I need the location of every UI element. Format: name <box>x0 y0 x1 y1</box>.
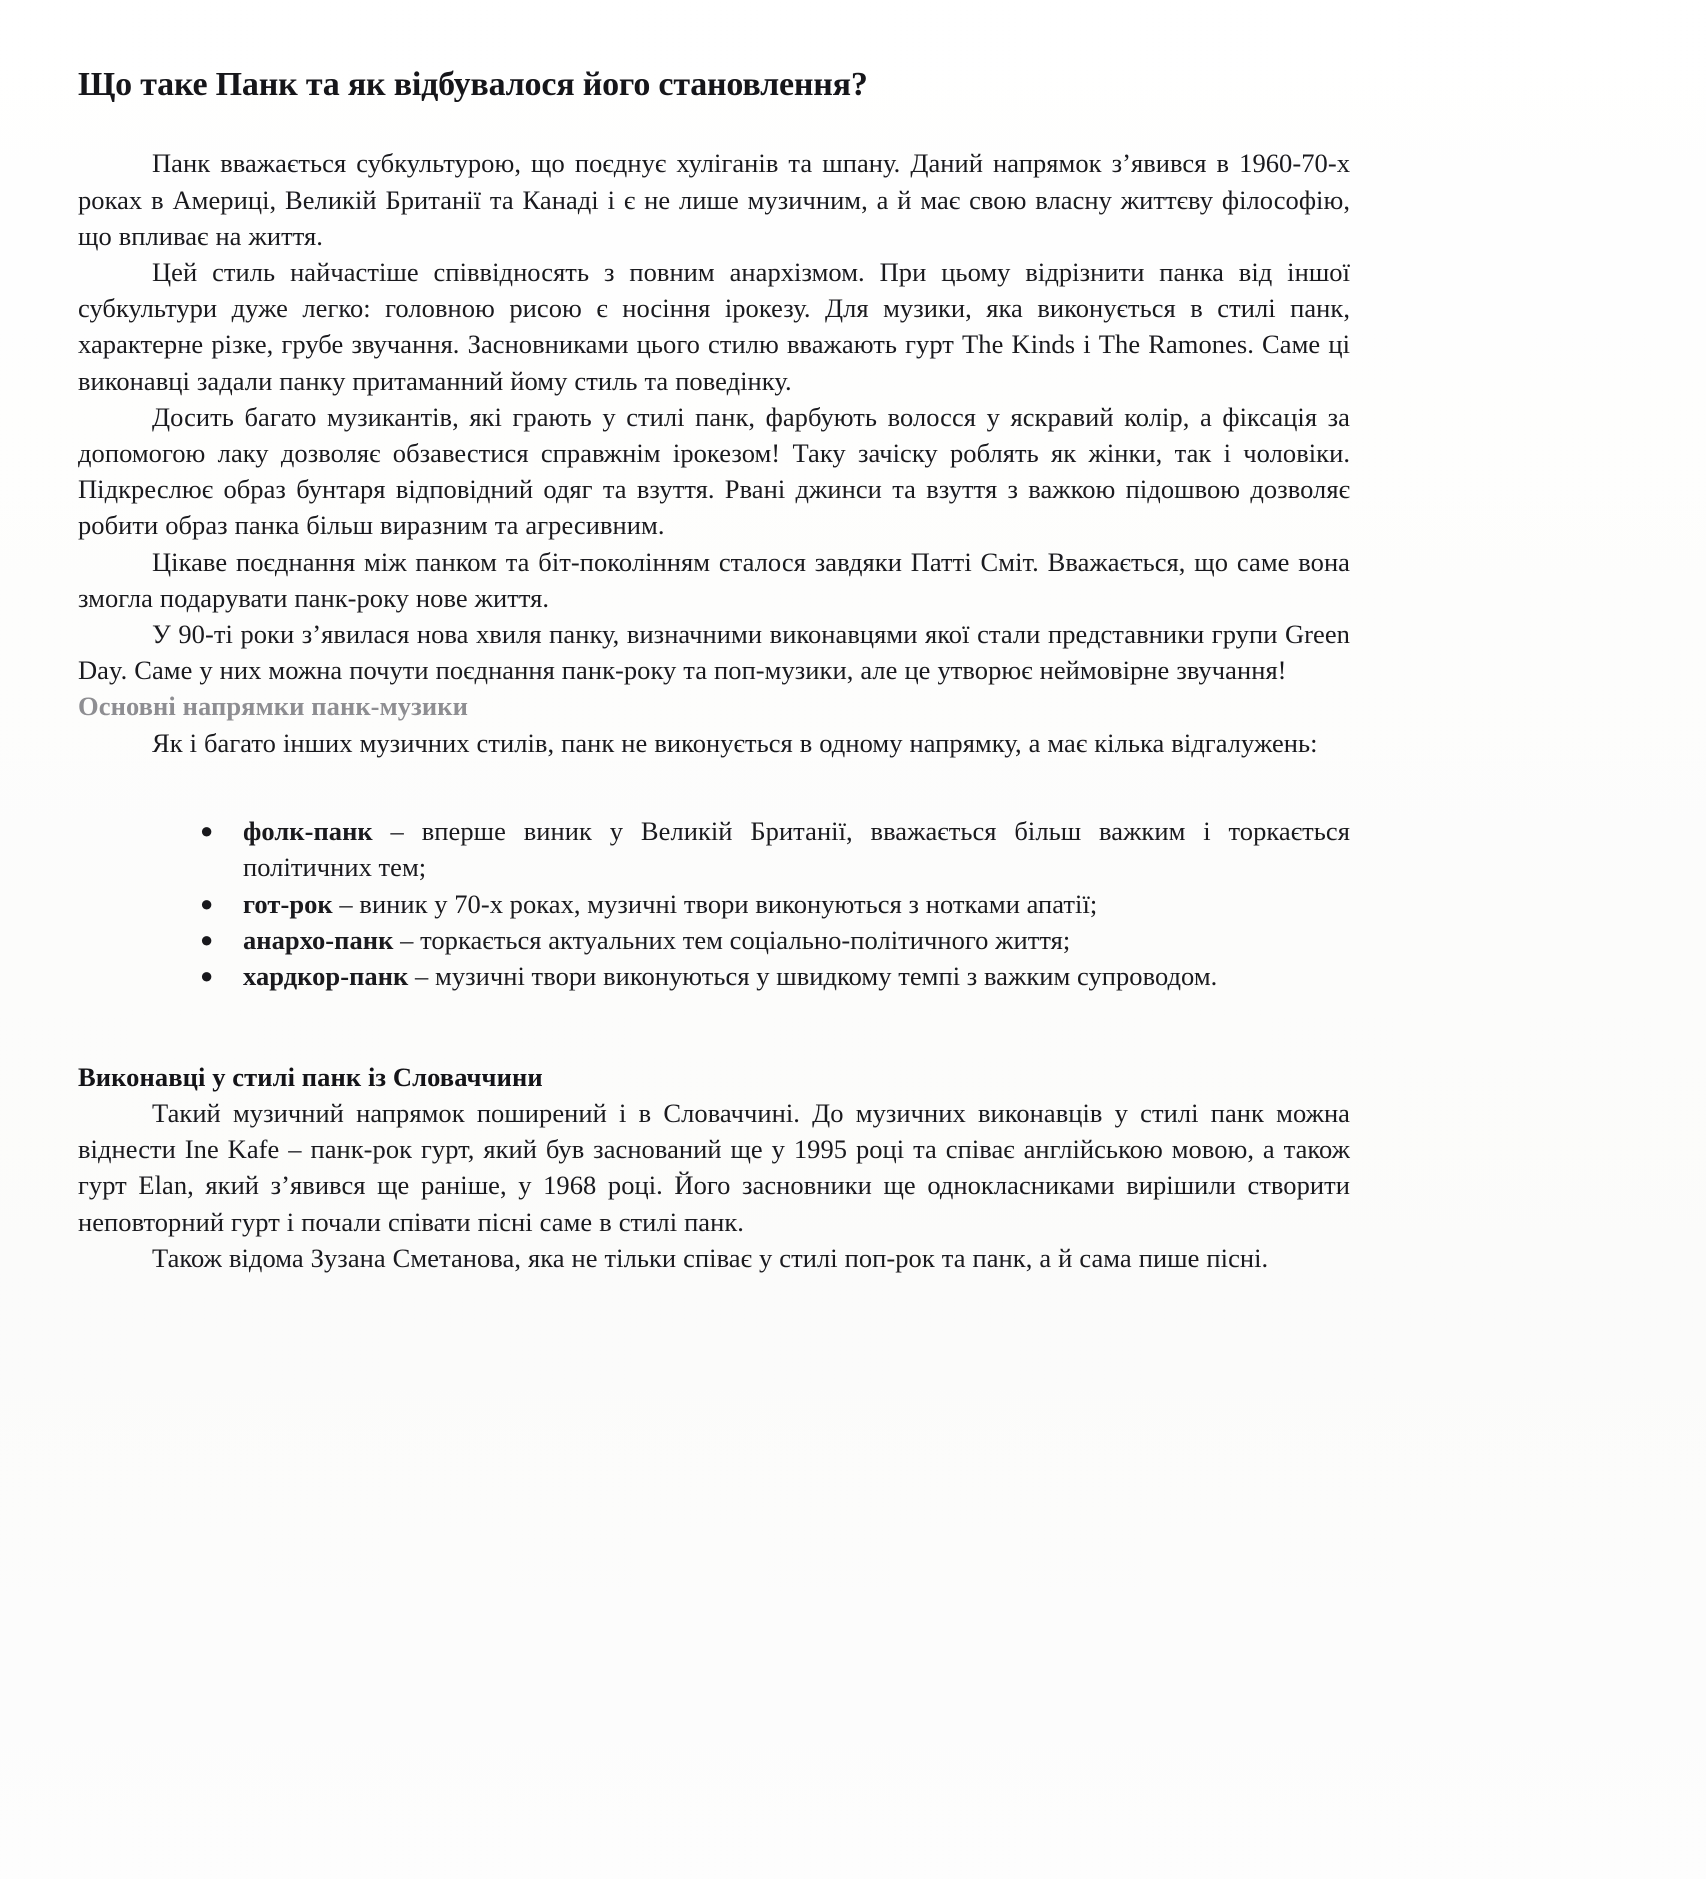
paragraph-2: Цей стиль найчастіше співвідносять з повним анархізмом. При цьому відрізнити панка від іншої субкультури дуже легко: головною рисою є носіння ірокезу. Для музики, яка виконується в стилі панк, характерне різке, грубе звучання. Засновниками цього стилю вважають гурт The Kinds і The Ramones. Саме ці виконавці задали панку притаманний йому стиль та поведінку. <box>78 257 1350 396</box>
punk-branches-list <box>78 813 1350 995</box>
paragraph-8: Також відома Зузана Сметанова, яка не тільки співає у стилі поп-рок та панк, а й сама пише пісні. <box>152 1242 1269 1273</box>
paragraph-5: У 90-ті роки з’явилася нова хвиля панку, визначними виконавцями якої стали представники групи Green Day. Саме у них можна почути поєднання панк-року та поп-музики, але це утворює неймовірне звучання! <box>78 619 1350 686</box>
document-body <box>78 145 1350 1276</box>
paragraph-1: Панк вважається субкультурою, що поєднує хуліганів та шпану. Даний напрямок з’явився в 1960-70-х роках в Америці, Великій Британії та Канаді і є не лише музичним, а й має свою власну життєву філософію, що впливає на життя. <box>78 148 1350 251</box>
bullet-icon: ● <box>200 817 214 843</box>
section-heading-slovak-performers: Виконавці у стилі панк із Словаччини <box>78 1061 543 1092</box>
list-item-term: анархо-панк <box>243 925 394 956</box>
paragraph-7: Такий музичний напрямок поширений і в Словаччині. До музичних виконавців у стилі панк можна віднести Ine Kafe – панк-рок гурт, який був заснований ще у 1995 році та співає англійською мовою, а також гурт Elan, який з’явився ще раніше, у 1968 році. Його засновники ще однокласниками вирішили створити неповторний гурт і почали співати пісні саме в стилі панк. <box>78 1098 1350 1237</box>
list-top-spacer <box>78 761 1350 813</box>
paragraph-3: Досить багато музикантів, які грають у стилі панк, фарбують волосся у яскравий колір, а фіксація за допомогою лаку дозволяє обзавестися справжнім ірокезом! Таку зачіску роблять як жінки, так і чоловіки. Підкреслює образ бунтаря відповідний одяг та взуття. Рвані джинси та взуття з важкою підошвою дозволяє робити образ панка більш виразним та агресивним. <box>78 401 1350 541</box>
list-item-description: – музичні твори виконуються у швидкому темпі з важким супроводом. <box>408 961 1218 992</box>
list-item <box>78 813 1350 886</box>
list-item <box>78 886 1350 922</box>
section-gap-spacer <box>78 995 1350 1059</box>
list-item-term: гот-рок <box>243 888 333 919</box>
list-item-term: хардкор-панк <box>243 961 409 992</box>
list-item <box>78 958 1350 994</box>
bullet-icon: ● <box>200 890 214 916</box>
document-content <box>78 0 1350 1276</box>
list-item-description: – торкається актуальних тем соціально-політичного життя; <box>393 925 1071 956</box>
page-title: Що таке Панк та як відбувалося його становлення? <box>78 66 868 103</box>
list-item-description: – вперше виник у Великій Британії, вважається більш важким і торкається політичних тем; <box>243 815 1350 883</box>
list-item <box>78 922 1350 958</box>
paragraph-4: Цікаве поєднання між панком та біт-поколінням сталося завдяки Патті Сміт. Вважається, що саме вона змогла подарувати панк-року нове життя. <box>78 546 1350 613</box>
section-heading-main-directions: Основні напрямки панк-музики <box>78 691 468 722</box>
list-item-description: – виник у 70-х роках, музичні твори виконуються з нотками апатії; <box>332 888 1098 919</box>
bullet-icon: ● <box>200 927 214 953</box>
bullet-icon: ● <box>200 963 214 989</box>
paragraph-6: Як і багато інших музичних стилів, панк не виконується в одному напрямку, а має кілька відгалужень: <box>152 727 1318 758</box>
list-item-term: фолк-панк <box>243 815 373 846</box>
